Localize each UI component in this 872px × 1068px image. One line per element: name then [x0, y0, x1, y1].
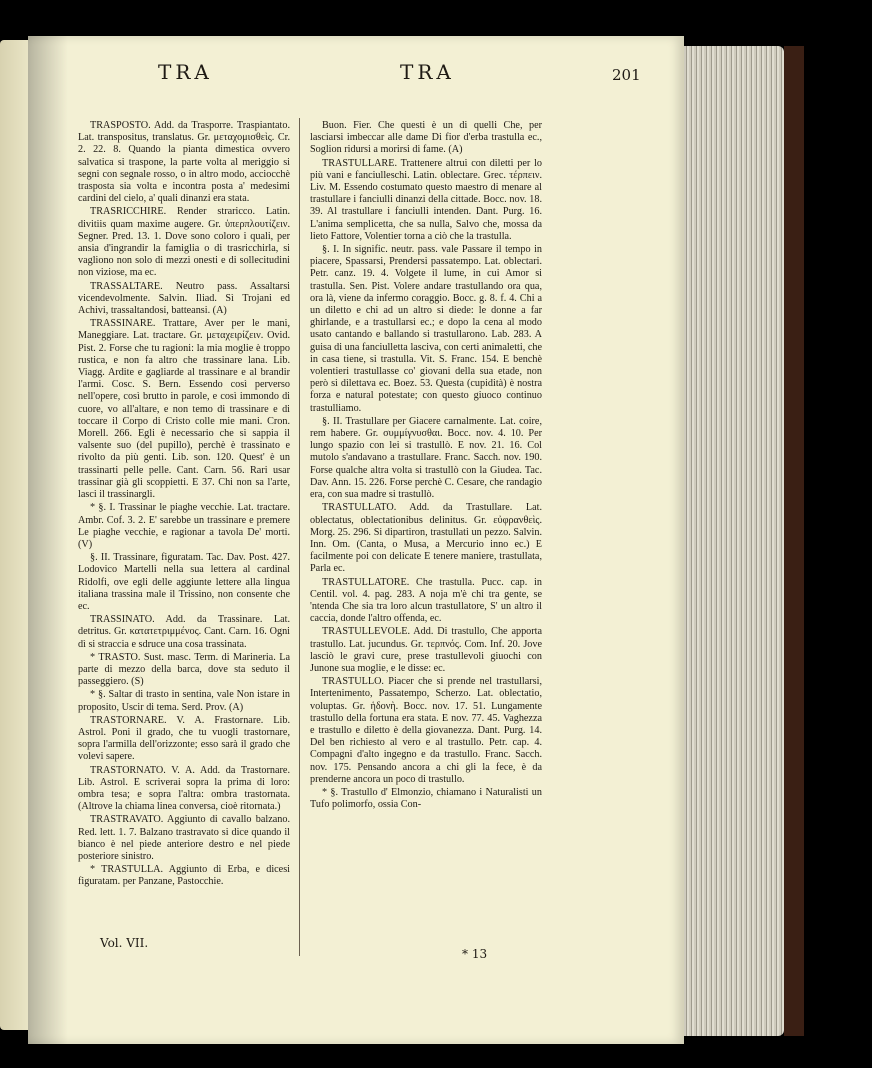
- entry-trastullatore: TRASTULLATORE. Che trastulla. Pucc. cap. in Centil. vol. 4. pag. 283. A noja m'è chi tra gente, se 'ntenda Che sia tra loro alcun trastullatore, S' un altro il caccia, donde l'altro offenda, ec.: [310, 576, 542, 625]
- entry-trastullo-s1: * §. Trastullo d' Elmonzio, chiamano i Naturalisti un Tufo polimorfo, ossia Con-: [310, 786, 542, 811]
- entry-trastulla: * TRASTULLA. Aggiunto di Erba, e dicesi figuratam. per Panzane, Pastocchie.: [78, 864, 290, 888]
- entry-trassinare-s2: §. II. Trassinare, figuratam. Tac. Dav. Post. 427. Lodovico Martelli nella sua lettera al cardinal Ridolfi, ove egli delle aggiunte lettere alla lingua italiana trassina male il Trissino, non consente che ec.: [78, 552, 290, 612]
- page-edges: [684, 46, 784, 1036]
- volume-signature: Vol. VII.: [100, 936, 149, 950]
- entry-trastullato: TRASTULLATO. Add. da Trastullare. Lat. oblectatus, oblectationibus delinitus. Gr. εὐφρανθεὶς. Morg. 25. 296. Si dipartiron, trastullati un pezzo. Salvin. Inn. Om. (Canta, o Musa, a Mercurio inno ec.) E facilmente poi con delicate E tenere maniere, trastullata, Parla ec.: [310, 502, 542, 575]
- page-number: 201: [612, 66, 641, 84]
- book-cover: [784, 46, 804, 1036]
- entry-trasricchire: TRASRICCHIRE. Render straricco. Latin. divitiis quam maxime augere. Gr. ὑπερπλουτίζειν. Segner. Pred. 13. 1. Dove sono coloro i quali, per ansia d'ingrandir la famiglia o di trasricchirla, si vagliono non solo di mezzi onesti e di sollecitudini non viziose, ma ec.: [78, 206, 290, 279]
- entry-trassinato: TRASSINATO. Add. da Trassinare. Lat. detritus. Gr. κατατετριμμένος. Cant. Carn. 16. Ogni dì si straccia e sdruce una cosa trassinata.: [78, 614, 290, 650]
- entry-continuation: Buon. Fier. Che questi è un di quelli Che, per lasciarsi imbeccar alle dame Di fior d'erba trastulla ec., Soglion ridursi a morirsi di fame. (A): [310, 120, 542, 156]
- left-running-head: TRA: [158, 60, 213, 84]
- entry-trastravato: TRASTRAVATO. Aggiunto di cavallo balzano. Red. lett. 1. 7. Balzano trastravato si dice quando il bianco è nel piede anteriore destro e nel piede posteriore sinistro.: [78, 814, 290, 862]
- entry-trasposto: TRASPOSTO. Add. da Trasporre. Traspiantato. Lat. transpositus, translatus. Gr. μεταχομισθεὶς. Cr. 2. 22. 8. Quando la pianta dimestica ovvero salvatica si traspone, la parte volta al meriggio si segni con segnale rosso, o in altro modo, acciocchè trasposta sia volta e incontra posta a' medesimi cardini del cielo, a' quali dinanzi era stata.: [78, 120, 290, 205]
- entry-trassaltare: TRASSALTARE. Neutro pass. Assaltarsi vicendevolmente. Salvin. Iliad. Sì Trojani ed Achivi, trassaltandosi, batteansi. (A): [78, 280, 290, 317]
- entry-trastornato: TRASTORNATO. V. A. Add. da Trastornare. Lib. Astrol. E scriverai sopra la prima di loro: ombra tesa; e sopra l'altra: ombra trastornata. (Altrove la chiama linea conversa, cioè ritornata.): [78, 764, 290, 813]
- entry-trassinare-s1: * §. I. Trassinar le piaghe vecchie. Lat. tractare. Ambr. Cof. 3. 2. E' sarebbe un trassinare e premere Le piaghe vecchie, e ragionar a tavola De' morti. (V): [78, 502, 290, 550]
- column-rule: [299, 118, 300, 956]
- left-column: [78, 120, 290, 890]
- entry-trasto: * TRASTO. Sust. masc. Term. di Marineria. La parte di mezzo della barca, dove sta seduto il passeggiero. (S): [78, 651, 290, 688]
- right-column: [310, 120, 542, 812]
- entry-trastornare: TRASTORNARE. V. A. Frastornare. Lib. Astrol. Poni il grado, che tu vuogli trastornare, sopra l'armilla dell'orizzonte; esso sarà il grado che volevi sapere.: [78, 714, 290, 763]
- entry-trassinare: TRASSINARE. Trattare, Aver per le mani, Maneggiare. Lat. tractare. Gr. μεταχειρίζειν. Ovid. Pist. 2. Forse che tu ragioni: la mia moglie è troppo rustica, e non fa altro che trassinare lana. Lib. Viagg. Ardite e gagliarde al trassinare e al brandir l'armi. Cosc. S. Bern. Essendo così perverso nell'opere, così brutto in parole, e così immondo di cuore, vo all'altare, e non temo di trassinare e di toccare il Corpo di Cristo colle mie mani. Cron. Morell. 266. Egli è necessario che si sappia il valsente suo (del pupillo), perchè è trassinato e rivolto da più genti. Lib. son. 120. Quest' è un trassinarti pelle pelle. Cant. Carn. 56. Rari usar trassinar già gli scoppietti. E 37. Chi non sa l'arte, lasci il trassinargli.: [78, 318, 290, 501]
- entry-trastullare-s2: §. II. Trastullare per Giacere carnalmente. Lat. coire, rem habere. Gr. συμμίγνυσθαι. Bocc. nov. 4. 10. Per lungo spazio con lei si trastullò. E nov. 21. 16. Col mutolo s'andavano a trastullare. Franc. Sacch. nov. 190. Forse qualche altra volta si trastullò con la Giudea. Tac. Dav. Ann. 15. 226. Forse perchè C. Cesare, che randagio era, con sua madre si trastullò.: [310, 415, 542, 501]
- signature-mark: * 13: [462, 947, 488, 961]
- entry-trastullevole: TRASTULLEVOLE. Add. Di trastullo, Che apporta trastullo. Lat. jucundus. Gr. τερπνός. Com. Inf. 20. Jove lasciò le gravi cure, prese trastullevoli giuochi con Junone sua moglie, e le disse: ec.: [310, 626, 542, 674]
- page-gutter: [28, 36, 68, 1044]
- entry-trastullare: TRASTULLARE. Trattenere altrui con diletti per lo più vani e fanciulleschi. Latin. oblectare. Grec. τέρπειν. Liv. M. Essendo costumato questo maestro di menare al trastullare i fanciulli dinanzi della cittade. Bocc. nov. 18. 39. Al trastullare i fanciulli intenden. Dant. Purg. 16. L'anima semplicetta, che sa nulla, Salvo che, mossa da lieto Fattore, Volentier torna a ciò che la trastulla.: [310, 157, 542, 242]
- entry-trasto-s1: * §. Saltar di trasto in sentina, vale Non istare in proposito, Uscir di tema. Serd. Prov. (A): [78, 689, 290, 713]
- entry-trastullo: TRASTULLO. Piacer che si prende nel trastullarsi, Intertenimento, Passatempo, Scherzo. Lat. oblectatio, voluptas. Gr. ἡδονὴ. Bocc. nov. 17. 51. Lungamente trastullo della fortuna era stata. E nov. 77. 45. Vaghezza e trastullo e diletto è della giovanezza. Dant. Purg. 14. Del ben richiesto al vero e al trastullo. Petr. cap. 4. Compagni d'alto ingegno e da trastullo. Franc. Sacch. nov. 175. Pensando ancora a chi gli la fece, è da prenderne ancora un poco di trastullo.: [310, 676, 542, 785]
- right-running-head: TRA: [400, 60, 455, 84]
- entry-trastullare-s1: §. I. In signific. neutr. pass. vale Passare il tempo in piacere, Spassarsi, Prendersi passatempo. Lat. oblectari. Petr. canz. 19. 4. Volgete il lume, in cui Amor si trastulla. Sen. Pist. Volere andare trastullando ora qua, ora là, viene da infermo coraggio. Bocc. g. 8. f. 4. Chi a un diletto e chi ad un altro si diede: le donne a far ghirlande, e a trastullarsi ec.; e dopo la cena al modo usato cantando e ballando si trastullarono. Lab. 283. A guisa di una fanciulletta lasciva, con certi animaletti, che in casa tiene, si trastulla. Vit. S. Franc. 154. E benchè volentieri trastullasse co' giovani della sua etade, non però si dilettava ec. Boez. 53. Questa (cupidità) è nostra forza e natural potestate; con questo giuoco continuo trastulliamo.: [310, 244, 542, 414]
